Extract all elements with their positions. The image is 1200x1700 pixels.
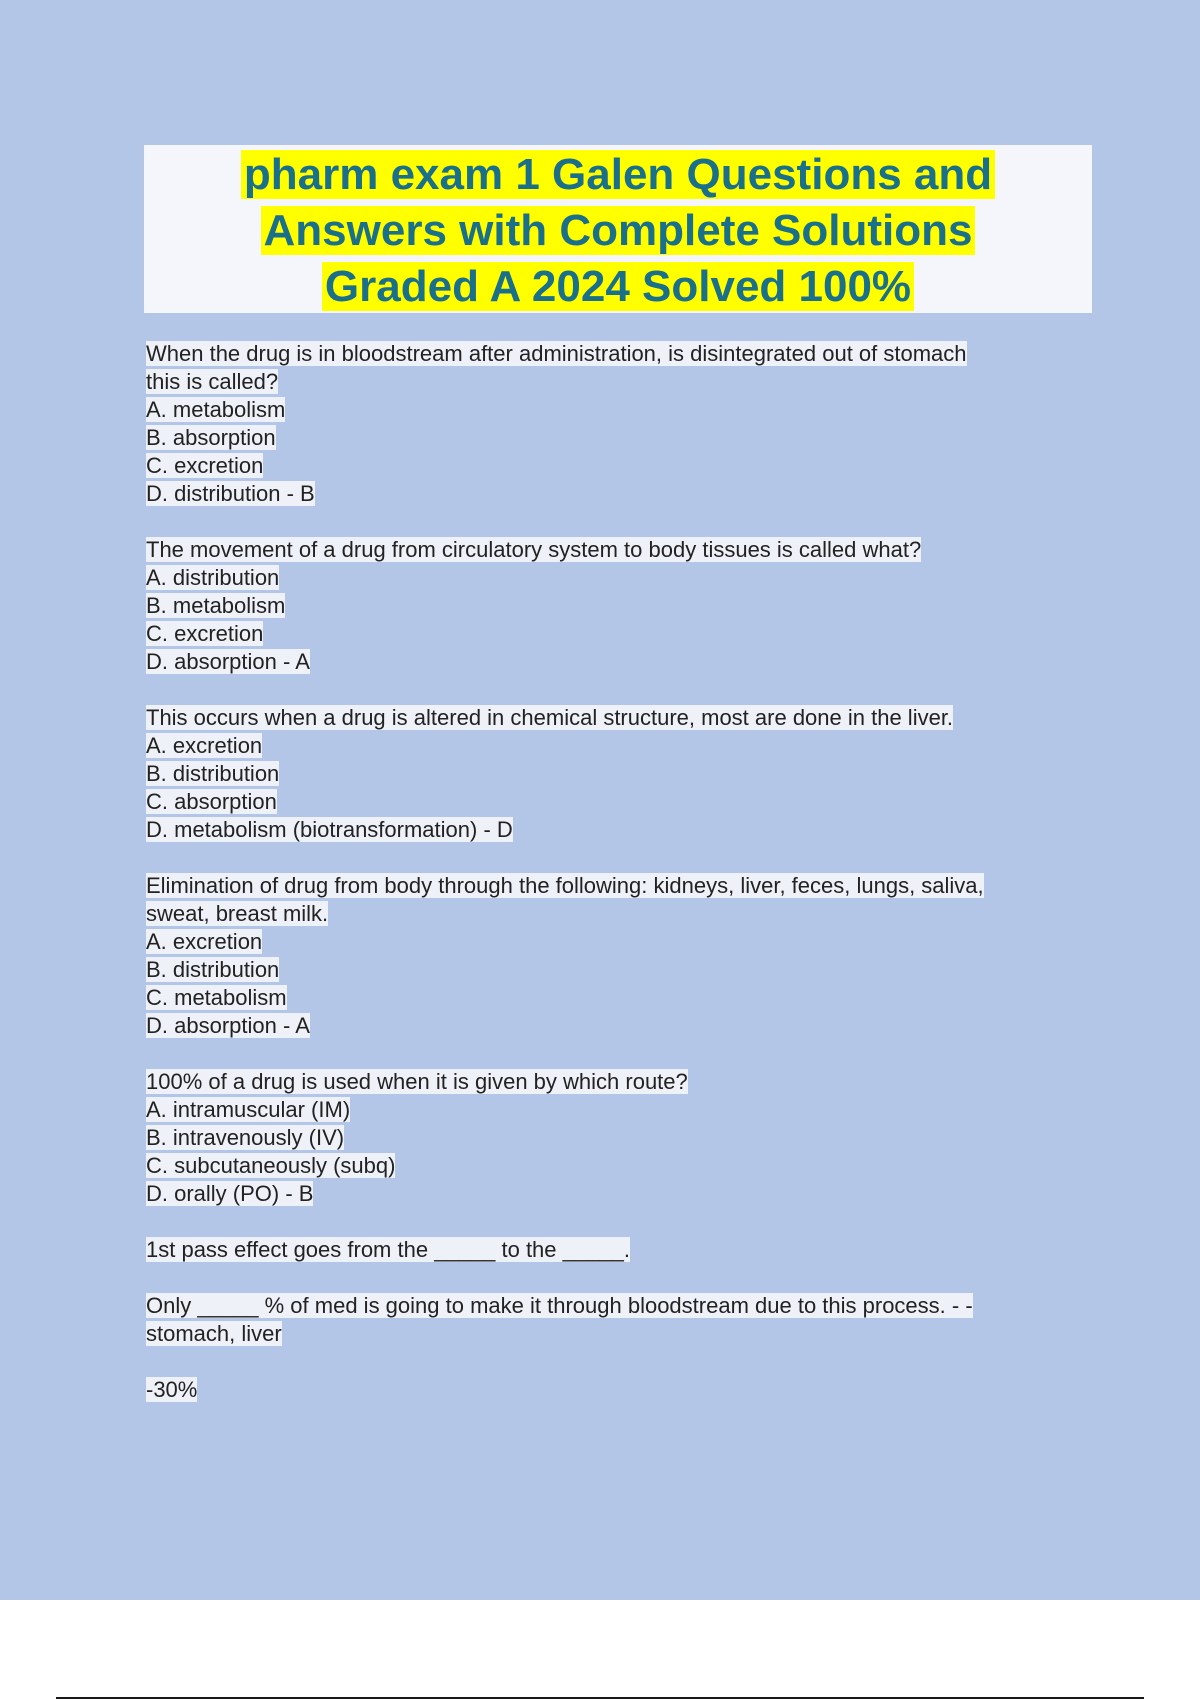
footer-divider bbox=[56, 1697, 1144, 1699]
text-line bbox=[146, 452, 1086, 480]
text-line bbox=[146, 1376, 1086, 1404]
text-line bbox=[146, 536, 1086, 564]
question-list bbox=[146, 340, 1086, 1432]
line-text: C. metabolism bbox=[146, 985, 287, 1010]
line-text: C. absorption bbox=[146, 789, 277, 814]
text-line bbox=[146, 1012, 1086, 1040]
line-text: this is called? bbox=[146, 369, 279, 394]
line-text: Only _____ % of med is going to make it through bloodstream due to this process. - - bbox=[146, 1293, 973, 1318]
line-text: When the drug is in bloodstream after administration, is disintegrated out of stomach bbox=[146, 341, 967, 366]
title-line-text: Answers with Complete Solutions bbox=[261, 206, 976, 255]
text-line bbox=[146, 1236, 1086, 1264]
title-line-text: pharm exam 1 Galen Questions and bbox=[241, 150, 995, 199]
line-text: C. subcutaneously (subq) bbox=[146, 1153, 396, 1178]
text-line bbox=[146, 1124, 1086, 1152]
line-text: B. distribution bbox=[146, 761, 280, 786]
line-text: B. metabolism bbox=[146, 593, 286, 618]
question-block bbox=[146, 1236, 1086, 1264]
line-text: A. excretion bbox=[146, 929, 263, 954]
line-text: B. absorption bbox=[146, 425, 276, 450]
text-line bbox=[146, 1320, 1086, 1348]
line-text: 100% of a drug is used when it is given by which route? bbox=[146, 1069, 688, 1094]
line-text: A. metabolism bbox=[146, 397, 286, 422]
text-line bbox=[146, 956, 1086, 984]
title-line bbox=[144, 147, 1092, 203]
text-line bbox=[146, 788, 1086, 816]
line-text: sweat, breast milk. bbox=[146, 901, 329, 926]
line-text: C. excretion bbox=[146, 621, 264, 646]
line-text: The movement of a drug from circulatory system to body tissues is called what? bbox=[146, 537, 922, 562]
line-text: A. intramuscular (IM) bbox=[146, 1097, 351, 1122]
line-text: stomach, liver bbox=[146, 1321, 282, 1346]
line-text: D. orally (PO) - B bbox=[146, 1181, 314, 1206]
text-line bbox=[146, 564, 1086, 592]
text-line bbox=[146, 1180, 1086, 1208]
text-line bbox=[146, 760, 1086, 788]
question-block bbox=[146, 1068, 1086, 1208]
question-block bbox=[146, 536, 1086, 676]
text-line bbox=[146, 872, 1086, 900]
question-block bbox=[146, 872, 1086, 1040]
title-line bbox=[144, 203, 1092, 259]
text-line bbox=[146, 900, 1086, 928]
text-line bbox=[146, 592, 1086, 620]
line-text: A. distribution bbox=[146, 565, 280, 590]
line-text: -30% bbox=[146, 1377, 198, 1402]
line-text: B. distribution bbox=[146, 957, 280, 982]
title-line-text: Graded A 2024 Solved 100% bbox=[322, 262, 914, 311]
line-text: Elimination of drug from body through the following: kidneys, liver, feces, lungs, saliva, bbox=[146, 873, 984, 898]
line-text: D. absorption - A bbox=[146, 649, 310, 674]
text-line bbox=[146, 816, 1086, 844]
text-line bbox=[146, 704, 1086, 732]
text-line bbox=[146, 928, 1086, 956]
line-text: C. excretion bbox=[146, 453, 264, 478]
text-line bbox=[146, 620, 1086, 648]
text-line bbox=[146, 424, 1086, 452]
line-text: A. excretion bbox=[146, 733, 263, 758]
text-line bbox=[146, 732, 1086, 760]
line-text: This occurs when a drug is altered in chemical structure, most are done in the liver. bbox=[146, 705, 954, 730]
line-text: D. metabolism (biotransformation) - D bbox=[146, 817, 513, 842]
question-block bbox=[146, 1292, 1086, 1348]
text-line bbox=[146, 1292, 1086, 1320]
text-line bbox=[146, 396, 1086, 424]
document-title-box bbox=[144, 145, 1092, 313]
line-text: D. absorption - A bbox=[146, 1013, 310, 1038]
text-line bbox=[146, 340, 1086, 368]
line-text: D. distribution - B bbox=[146, 481, 315, 506]
text-line bbox=[146, 648, 1086, 676]
text-line bbox=[146, 480, 1086, 508]
text-line bbox=[146, 984, 1086, 1012]
text-line bbox=[146, 1152, 1086, 1180]
question-block bbox=[146, 1376, 1086, 1404]
text-line bbox=[146, 1068, 1086, 1096]
text-line bbox=[146, 368, 1086, 396]
question-block bbox=[146, 704, 1086, 844]
title-line bbox=[144, 259, 1092, 315]
line-text: 1st pass effect goes from the _____ to the _____. bbox=[146, 1237, 630, 1262]
text-line bbox=[146, 1096, 1086, 1124]
question-block bbox=[146, 340, 1086, 508]
line-text: B. intravenously (IV) bbox=[146, 1125, 345, 1150]
